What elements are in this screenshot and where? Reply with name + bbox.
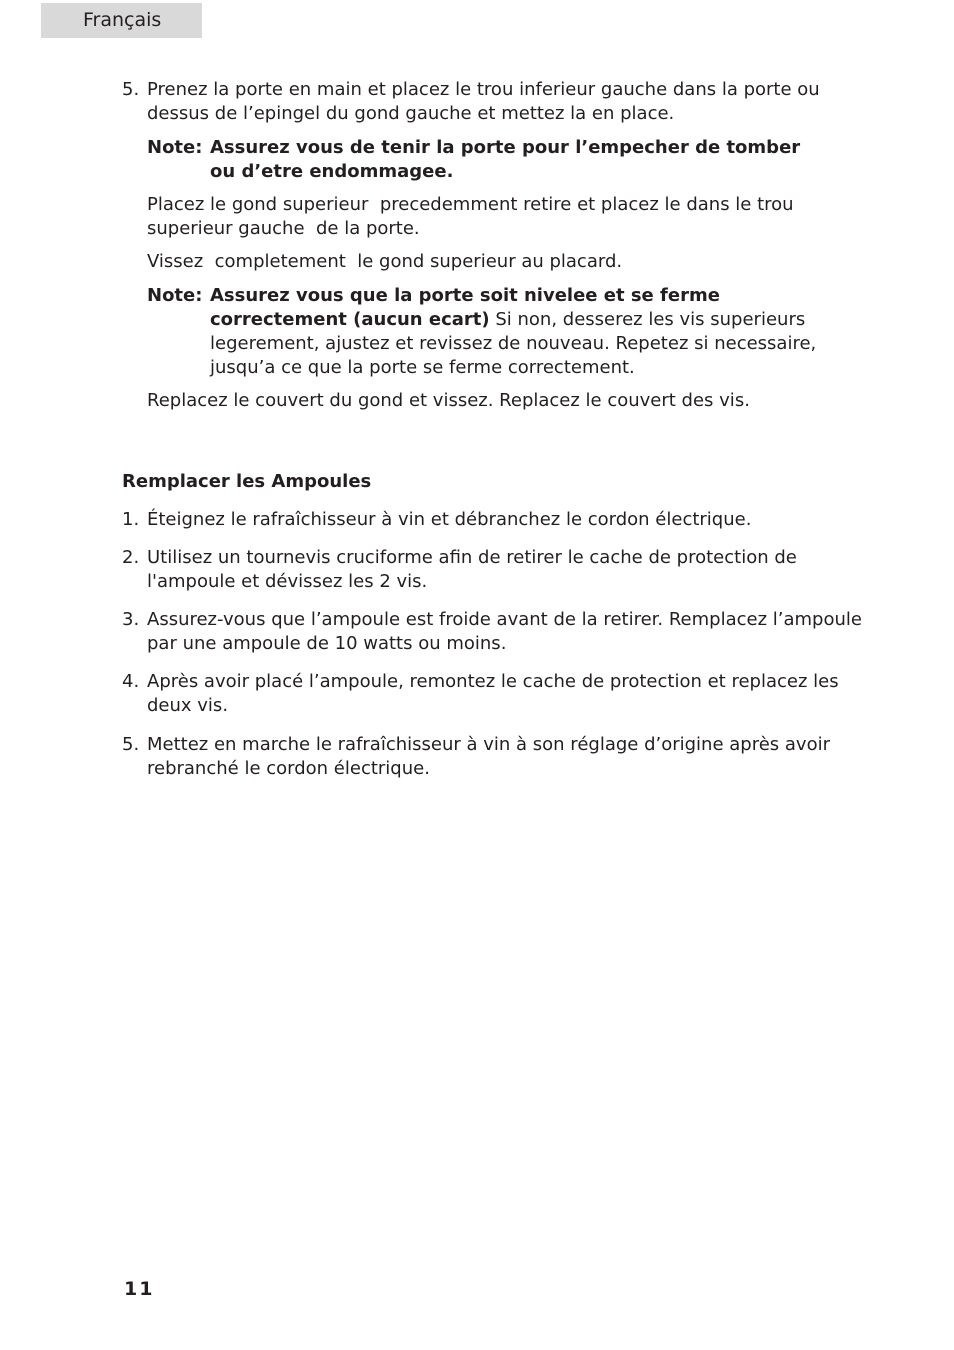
step-number: 5.	[122, 79, 140, 100]
text-line: l'ampoule et dévissez les 2 vis.	[147, 571, 428, 592]
step-text	[147, 670, 839, 718]
text-line: Utilisez un tournevis cruciforme afin de retirer le cache de protection de	[147, 547, 797, 568]
text-line: Assurez vous de tenir la porte pour l’empecher de tomber	[210, 137, 801, 158]
text-line: par une ampoule de 10 watts ou moins.	[147, 633, 507, 654]
text-line: legerement, ajustez et revissez de nouveau. Repetez si necessaire,	[210, 333, 817, 354]
text-line: Assurez-vous que l’ampoule est froide avant de la retirer. Remplacez l’ampoule	[147, 609, 862, 630]
paragraph	[147, 193, 794, 241]
step-number: 2.	[122, 547, 140, 568]
paragraph: Replacez le couvert du gond et vissez. Replacez le couvert des vis.	[147, 390, 750, 411]
text-line: jusqu’a ce que la porte se ferme correctement.	[210, 357, 635, 378]
text-line: Prenez la porte en main et placez le trou inferieur gauche dans la porte ou	[147, 79, 820, 100]
text-line: dessus de l’epingel du gond gauche et mettez la en place.	[147, 103, 675, 124]
text-line: ou d’etre endommagee.	[210, 161, 454, 182]
note-label: Note:	[147, 137, 203, 158]
text-line	[210, 308, 816, 332]
section-heading: Remplacer les Ampoules	[122, 471, 372, 492]
text-line: Placez le gond superieur precedemment retire et placez le dans le trou	[147, 194, 794, 215]
text-line: rebranché le cordon électrique.	[147, 758, 430, 779]
text-line: Mettez en marche le rafraîchisseur à vin à son réglage d’origine après avoir	[147, 734, 830, 755]
step-text	[147, 508, 751, 532]
step-text	[147, 546, 797, 594]
note-label: Note:	[147, 285, 203, 306]
page-number: 11	[124, 1278, 155, 1300]
language-tab: Français	[41, 3, 202, 38]
text-span: Si non, desserez les vis superieurs	[489, 309, 806, 330]
note-text	[210, 136, 800, 184]
note-text	[210, 284, 816, 380]
paragraph: Vissez completement le gond superieur au placard.	[147, 251, 623, 272]
step-number: 3.	[122, 609, 140, 630]
text-line: Assurez vous que la porte soit nivelee et se ferme	[210, 285, 720, 306]
step-number: 4.	[122, 671, 140, 692]
step-number: 1.	[122, 509, 140, 530]
text-line: superieur gauche de la porte.	[147, 218, 420, 239]
step-text	[147, 733, 830, 781]
step-text	[147, 608, 862, 656]
text-line: Après avoir placé l’ampoule, remontez le cache de protection et replacez les	[147, 671, 839, 692]
text-line: deux vis.	[147, 695, 229, 716]
text-line: Éteignez le rafraîchisseur à vin et débranchez le cordon électrique.	[147, 509, 752, 530]
bold-text: correctement (aucun ecart)	[210, 309, 490, 330]
step-text	[147, 78, 820, 126]
step-number: 5.	[122, 734, 140, 755]
